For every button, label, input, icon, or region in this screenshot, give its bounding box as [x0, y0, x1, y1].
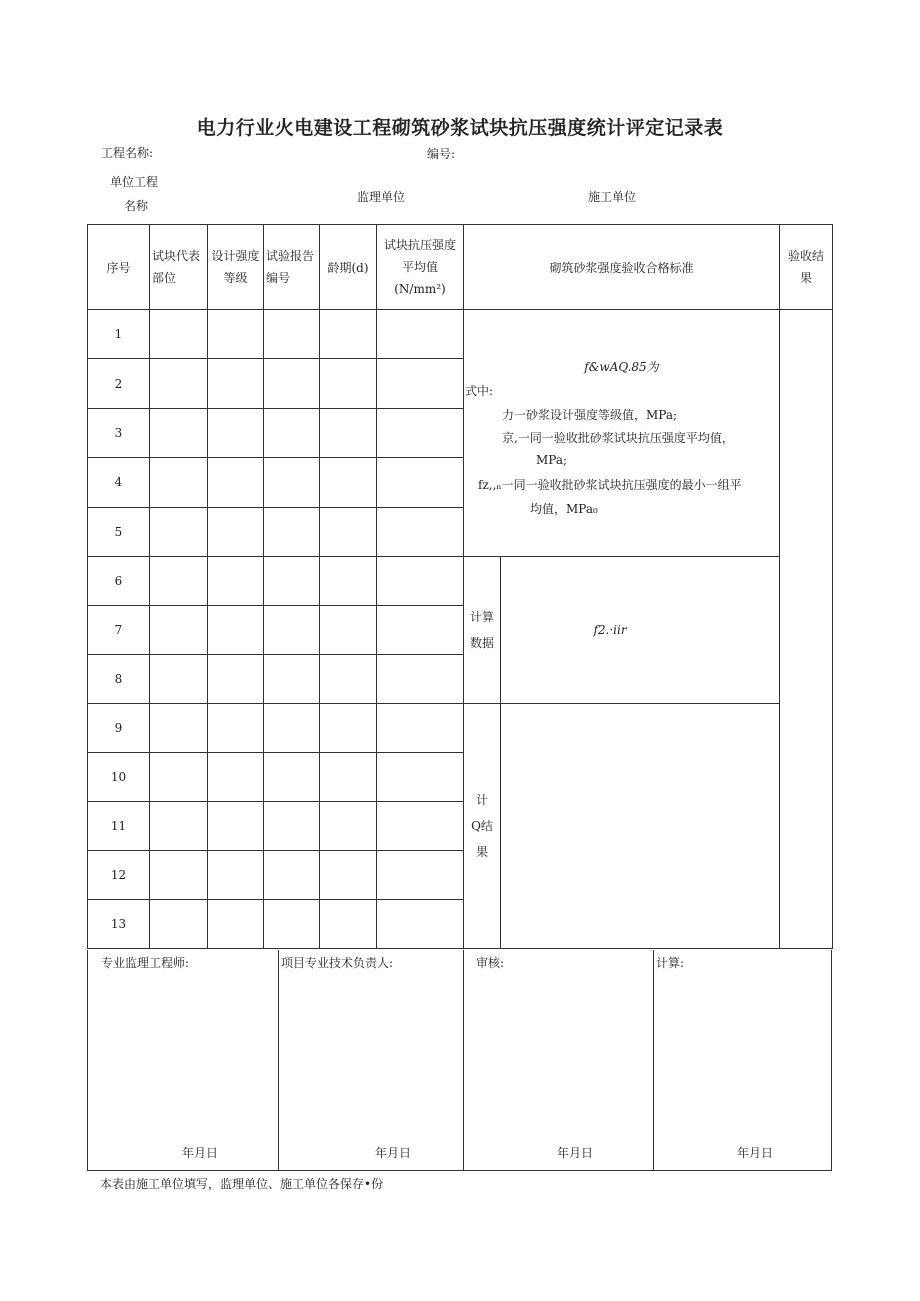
serial-number-label: 编号:: [427, 147, 456, 161]
cell-grade[interactable]: [208, 606, 264, 655]
header-grade-line1: 设计强度: [211, 249, 260, 263]
cell-average[interactable]: [377, 704, 464, 753]
cell-average[interactable]: [377, 753, 464, 802]
cell-age[interactable]: [320, 753, 377, 802]
header-report: [264, 225, 320, 310]
standard-line5: 均值，MPa₀: [530, 502, 598, 516]
calc-data-value[interactable]: f2.·iir: [501, 557, 780, 704]
header-result-line1: 验收结: [787, 249, 824, 263]
cell-age[interactable]: [320, 458, 377, 507]
standard-where: 式中:: [465, 384, 494, 398]
header-result-line2: 果: [799, 271, 812, 285]
cell-grade[interactable]: [208, 655, 264, 704]
cell-age[interactable]: [320, 310, 377, 359]
signature-supervisor[interactable]: [87, 950, 279, 1171]
cell-part[interactable]: [150, 458, 208, 507]
cell-average[interactable]: [377, 408, 464, 457]
header-grade-line2: 等级: [223, 271, 248, 285]
signature-reviewer-label: 审核:: [476, 956, 505, 970]
cell-grade[interactable]: [208, 359, 264, 408]
cell-report[interactable]: [264, 606, 320, 655]
cell-part[interactable]: [150, 704, 208, 753]
calc-result-label-line3: 果: [475, 845, 488, 859]
calc-data-label-line2: 数据: [469, 636, 494, 650]
signature-calculator-label: 计算:: [656, 956, 685, 970]
cell-report[interactable]: [264, 557, 320, 606]
cell-report[interactable]: [264, 851, 320, 900]
row-index: 8: [88, 655, 150, 704]
standard-line2: 京,一同一验收批砂浆试块抗压强度平均值，: [502, 431, 734, 445]
signature-supervisor-label: 专业监理工程师:: [101, 956, 190, 970]
evaluation-table: [87, 224, 833, 949]
standard-line4: fz,,ₙ一同一验收批砂浆试块抗压强度的最小一组平: [478, 478, 742, 492]
page-title: 电力行业火电建设工程砌筑砂浆试块抗压强度统计评定记录表: [196, 117, 724, 139]
header-part-line2: 部位: [152, 271, 177, 285]
cell-average[interactable]: [377, 310, 464, 359]
construction-unit-label: 施工单位: [588, 190, 637, 204]
signature-tech-lead[interactable]: [279, 950, 464, 1171]
signature-tech-lead-label: 项目专业技术负责人:: [281, 956, 394, 970]
cell-grade[interactable]: [208, 851, 264, 900]
cell-average[interactable]: [377, 557, 464, 606]
standard-cell: [464, 310, 780, 557]
signature-calculator-date: 年月日: [737, 1146, 774, 1160]
cell-part[interactable]: [150, 359, 208, 408]
row-index: 11: [88, 802, 150, 851]
cell-report[interactable]: [264, 408, 320, 457]
cell-average[interactable]: [377, 606, 464, 655]
row-index: 9: [88, 704, 150, 753]
header-part: [150, 225, 208, 310]
cell-report[interactable]: [264, 900, 320, 949]
cell-grade[interactable]: [208, 802, 264, 851]
row-index: 3: [88, 408, 150, 457]
signature-calculator[interactable]: [654, 950, 831, 1171]
cell-average[interactable]: [377, 851, 464, 900]
header-result: [780, 225, 833, 310]
row-index: 2: [88, 359, 150, 408]
cell-age[interactable]: [320, 408, 377, 457]
header-average: [377, 225, 464, 310]
header-part-line1: 试块代表: [152, 249, 201, 263]
cell-part[interactable]: [150, 851, 208, 900]
row-index: 6: [88, 557, 150, 606]
cell-grade[interactable]: [208, 458, 264, 507]
cell-report[interactable]: [264, 507, 320, 556]
standard-line3: MPa;: [536, 453, 568, 467]
cell-age[interactable]: [320, 557, 377, 606]
cell-average[interactable]: [377, 655, 464, 704]
row-index: 12: [88, 851, 150, 900]
cell-part[interactable]: [150, 753, 208, 802]
cell-part[interactable]: [150, 802, 208, 851]
header-average-line1: 试块抗压强度: [383, 238, 456, 252]
footer-note: 本表由施工单位填写，监理单位、施工单位各保存•份: [100, 1177, 384, 1191]
cell-average[interactable]: [377, 359, 464, 408]
calc-result-label-line2: Q结: [471, 819, 493, 833]
cell-age[interactable]: [320, 802, 377, 851]
cell-age[interactable]: [320, 507, 377, 556]
row-index: 5: [88, 507, 150, 556]
header-average-line2: 平均值(N/mm²): [394, 260, 446, 296]
cell-average[interactable]: [377, 900, 464, 949]
unit-project-label-line1: 单位工程: [110, 175, 159, 189]
cell-part[interactable]: [150, 310, 208, 359]
standard-formula: f&wAQ.85为: [584, 360, 659, 374]
calc-result-value[interactable]: [501, 704, 780, 949]
cell-part[interactable]: [150, 606, 208, 655]
acceptance-result-cell[interactable]: [780, 310, 833, 949]
header-grade: [208, 225, 264, 310]
calc-data-label: [464, 557, 501, 704]
signature-reviewer[interactable]: [464, 950, 654, 1171]
cell-report[interactable]: [264, 359, 320, 408]
cell-part[interactable]: [150, 557, 208, 606]
cell-grade[interactable]: [208, 557, 264, 606]
cell-grade[interactable]: [208, 900, 264, 949]
header-report-line1: 试验报告: [266, 249, 315, 263]
calc-data-label-line1: 计算: [469, 610, 494, 624]
cell-grade[interactable]: [208, 753, 264, 802]
cell-part[interactable]: [150, 655, 208, 704]
cell-report[interactable]: [264, 310, 320, 359]
cell-grade[interactable]: [208, 408, 264, 457]
cell-part[interactable]: [150, 507, 208, 556]
cell-age[interactable]: [320, 851, 377, 900]
signature-reviewer-date: 年月日: [557, 1146, 594, 1160]
cell-age[interactable]: [320, 704, 377, 753]
cell-age[interactable]: [320, 900, 377, 949]
cell-grade[interactable]: [208, 704, 264, 753]
calc-result-label: [464, 704, 501, 949]
signature-supervisor-date: 年月日: [182, 1146, 219, 1160]
row-index: 10: [88, 753, 150, 802]
cell-report[interactable]: [264, 753, 320, 802]
row-index: 4: [88, 458, 150, 507]
cell-grade[interactable]: [208, 310, 264, 359]
row-index: 7: [88, 606, 150, 655]
cell-report[interactable]: [264, 802, 320, 851]
unit-project-label-line2: 名称: [124, 199, 149, 213]
cell-report[interactable]: [264, 655, 320, 704]
header-standard: 砌筑砂浆强度验收合格标准: [464, 225, 780, 310]
cell-age[interactable]: [320, 359, 377, 408]
cell-part[interactable]: [150, 900, 208, 949]
cell-grade[interactable]: [208, 507, 264, 556]
header-index: 序号: [88, 225, 150, 310]
cell-age[interactable]: [320, 606, 377, 655]
cell-average[interactable]: [377, 458, 464, 507]
project-name-label: 工程名称:: [101, 146, 154, 160]
cell-report[interactable]: [264, 458, 320, 507]
calc-result-label-line1: 计: [475, 793, 488, 807]
header-age: 龄期(d): [320, 225, 377, 310]
cell-average[interactable]: [377, 802, 464, 851]
standard-line1: 力一砂浆设计强度等级值，MPa;: [502, 408, 678, 422]
cell-average[interactable]: [377, 507, 464, 556]
cell-part[interactable]: [150, 408, 208, 457]
row-index: 13: [88, 900, 150, 949]
cell-age[interactable]: [320, 655, 377, 704]
row-index: 1: [88, 310, 150, 359]
supervision-unit-label: 监理单位: [357, 190, 406, 204]
cell-report[interactable]: [264, 704, 320, 753]
signature-tech-lead-date: 年月日: [375, 1146, 412, 1160]
header-report-line2: 编号: [266, 271, 291, 285]
